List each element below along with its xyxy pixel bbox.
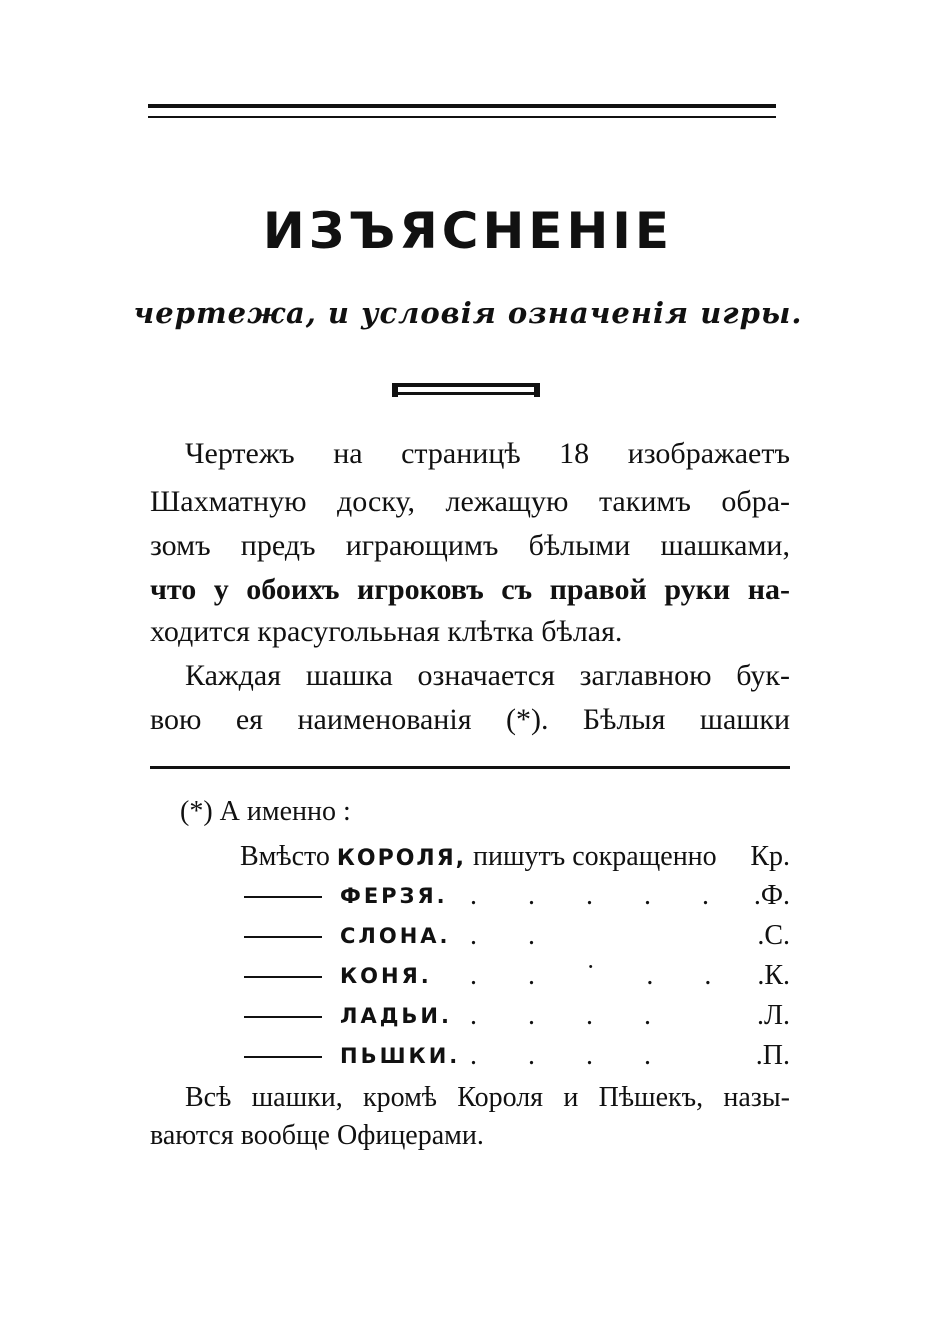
body-line: Каждая шашка означается заглавною бук- xyxy=(185,659,790,692)
piece-abbr: .Л. xyxy=(757,1000,790,1031)
footnote-king-suffix: пишутъ сокращенно xyxy=(473,841,717,872)
piece-abbr: .П. xyxy=(755,1040,790,1071)
piece-name: СЛОНА. xyxy=(340,924,451,948)
footnote-intro: (*) А именно : xyxy=(180,796,351,827)
piece-name: ЛАДЬИ. xyxy=(340,1004,452,1028)
ditto-dash xyxy=(244,1016,322,1018)
piece-row-knight xyxy=(240,956,790,996)
body-line: вою ея наименованія (*). Бѣлыя шашки xyxy=(150,703,790,736)
footnote-king-name: КОРОЛЯ, xyxy=(336,846,466,871)
footnote-closing-line: ваются вообще Офицерами. xyxy=(150,1120,484,1151)
leader-dots: . . xyxy=(470,920,557,951)
top-rule-thin xyxy=(148,116,776,118)
footnote-closing-line: Всѣ шашки, кромѣ Короля и Пѣшекъ, назы- xyxy=(185,1082,790,1113)
piece-row-bishop xyxy=(240,916,790,956)
page-title: ИЗЪЯСНЕНІЕ xyxy=(262,202,674,260)
body-line: зомъ предъ играющимъ бѣлыми шашками, xyxy=(150,529,790,562)
piece-abbr: .Ф. xyxy=(753,880,790,911)
piece-name: КОНЯ. xyxy=(340,964,432,988)
leader-dots: . . . . xyxy=(470,1000,673,1031)
piece-abbr: .С. xyxy=(757,920,790,951)
piece-row-pawn xyxy=(240,1036,790,1076)
page-subtitle: чертежа, и условія означенія игры. xyxy=(133,296,803,330)
ditto-dash xyxy=(244,896,322,898)
body-line: Чертежъ на страницѣ 18 изображаетъ xyxy=(185,437,790,470)
ditto-dash xyxy=(244,976,322,978)
top-rule-thick xyxy=(148,104,776,108)
leader-dots: . . . . xyxy=(470,1040,673,1071)
ornament-divider xyxy=(392,383,540,397)
footnote-king-line xyxy=(240,835,790,881)
ditto-dash xyxy=(244,936,322,938)
ditto-dash xyxy=(244,1056,322,1058)
leader-dots: . . ˙ . . xyxy=(470,960,734,991)
piece-row-rook xyxy=(240,996,790,1036)
piece-row-queen xyxy=(240,876,790,916)
body-line: что у обоихъ игроковъ съ правой руки на- xyxy=(150,573,790,606)
leader-dots: . . . . . xyxy=(470,880,731,911)
piece-abbr: .К. xyxy=(757,960,790,991)
piece-name: ФЕРЗЯ. xyxy=(340,884,448,908)
piece-name: ПЬШКИ. xyxy=(340,1044,461,1068)
body-line: Шахматную доску, лежащую такимъ обра- xyxy=(150,485,790,518)
body-line: ходится красуголььная клѣтка бѣлая. xyxy=(150,615,623,648)
footnote-king-abbr: Кр. xyxy=(750,841,790,872)
footnote-separator xyxy=(150,766,790,769)
footnote-king-prefix: Вмѣсто xyxy=(240,841,330,872)
